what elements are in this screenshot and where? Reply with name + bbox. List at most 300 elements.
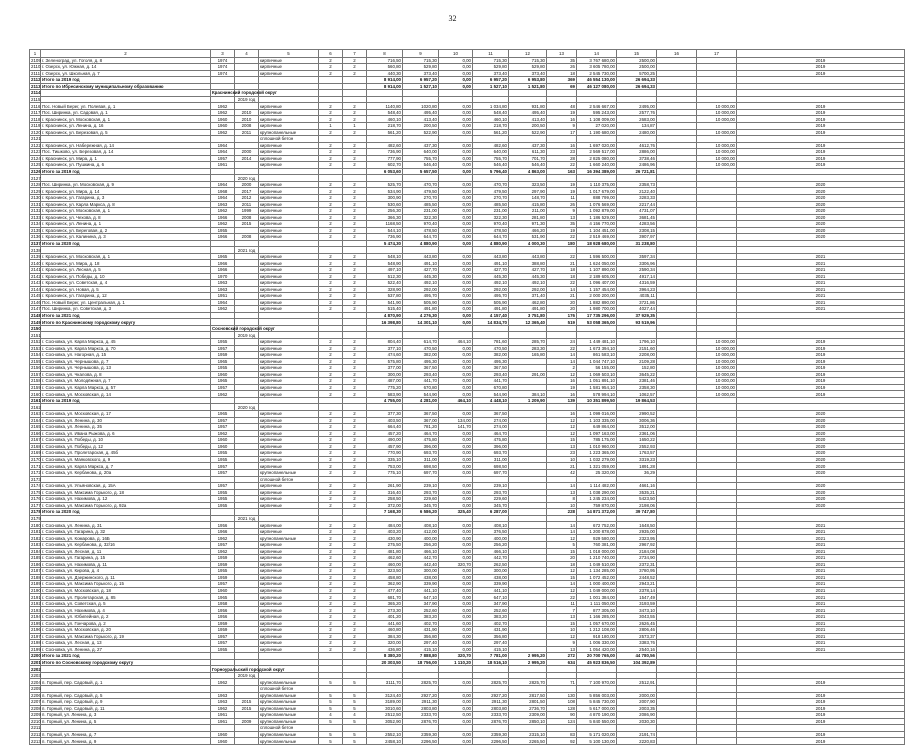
table-cell: 35 (547, 221, 577, 228)
table-cell: 6 586,20 (403, 509, 439, 516)
table-cell: кирпичные (259, 522, 319, 529)
table-cell: кирпичные (259, 162, 319, 169)
table-cell: г. Сосновка, ул. Карла Маркса, д. 57 (41, 384, 211, 391)
table-cell: г. Сосновка, ул. Кербанова, д. 32/16 (41, 541, 211, 548)
table-cell: 0,00 (439, 319, 473, 326)
table-cell: 2206 (31, 692, 41, 698)
table-cell: 14 (547, 483, 577, 490)
table-cell: 2 (343, 194, 367, 201)
table-cell: 5 (343, 705, 367, 712)
table-cell: 1957 (211, 640, 235, 647)
table-cell: 0,00 (439, 574, 473, 581)
table-cell: 0,00 (439, 371, 473, 378)
table-cell: 22 (547, 234, 577, 241)
table-cell: 1962 (211, 391, 235, 398)
table-cell: 2143 (31, 280, 41, 286)
table-cell: 2138 (31, 247, 41, 253)
table-cell: 2 (319, 633, 343, 640)
table-cell: 292,00 (509, 286, 547, 293)
table-cell: 322,30 (403, 214, 439, 221)
table-cell: 2 (319, 496, 343, 503)
table-cell: 2448,52 (617, 574, 657, 581)
table-cell: 2021 (737, 522, 905, 529)
table-cell: 2205 (31, 686, 41, 692)
table-cell: 1 034,80 (473, 103, 509, 110)
table-cell: 770,90 (367, 450, 403, 457)
table-cell: 2133 (31, 214, 41, 220)
table-cell: 83 (547, 731, 577, 738)
table-cell: 437,30 (403, 142, 439, 149)
table-cell: 2265,50 (509, 738, 547, 745)
table-cell: 12 (547, 424, 577, 431)
table-cell: 262,50 (473, 561, 509, 568)
table-cell: 10 (547, 456, 577, 463)
table-cell: 323,50 (509, 181, 547, 188)
table-cell: кирпичные (259, 456, 319, 463)
table-cell: 1 044 747,10 (577, 358, 617, 365)
table-cell: 2 (343, 293, 367, 300)
table-cell: кирпичные (259, 555, 319, 562)
table-cell: крупнопанельные (259, 679, 319, 686)
table-cell: г. Сосновка, ул. Гончарова, д. 2 (41, 620, 211, 627)
table-cell: 8 380,20 (367, 653, 403, 660)
table-cell: 0,00 (439, 450, 473, 457)
table-cell: 544,90 (403, 391, 439, 398)
table-cell: 2 (343, 64, 367, 71)
table-cell: 300,90 (367, 194, 403, 201)
table-cell: 1 049 510,00 (577, 561, 617, 568)
table-cell: 759 870,00 (577, 502, 617, 509)
table-cell: г. Сосновка, ул. Ленина, д. 31 (41, 522, 211, 529)
table-cell: 14 (547, 528, 577, 535)
table-cell: 2 (343, 365, 367, 372)
table-cell: 261,90 (367, 483, 403, 490)
table-cell: 1 596 500,00 (577, 253, 617, 260)
table-cell: 2020 (737, 201, 905, 208)
table-cell: 2 (343, 234, 367, 241)
table-cell: 2195 (31, 620, 41, 626)
table-cell: 141,70 (439, 424, 473, 431)
table-cell: 2154 (31, 352, 41, 358)
table-cell: 18 (547, 267, 577, 274)
table-cell: г. Сосновка, ул. Лесная, д. 13 (41, 640, 211, 647)
table-cell: г. Сосновка, ул. Карла Маркса, д. 45 (41, 339, 211, 346)
table-cell: 37 929,35 (617, 312, 657, 319)
table-cell: кирпичные (259, 489, 319, 496)
table-cell: 1956 (211, 607, 235, 614)
table-cell: 1959 (211, 627, 235, 634)
table-cell: 1168,50 (367, 221, 403, 228)
table-cell: 128 (547, 705, 577, 712)
table-cell: 2500,00 (617, 57, 657, 64)
table-cell: 2 (343, 535, 367, 542)
table-cell: 644,70 (403, 234, 439, 241)
table-cell: г. Сосновка, ул. Московская, д. 17 (41, 411, 211, 418)
table-cell: 1963 (211, 692, 235, 699)
table-cell: 3193,59 (617, 600, 657, 607)
table-cell: 541,90 (367, 299, 403, 306)
table-cell: 931,80 (509, 103, 547, 110)
table-cell: 2162 (31, 404, 41, 410)
table-cell: 1970 (211, 273, 235, 280)
table-cell: 1957 (211, 424, 235, 431)
table-cell: кирпичные (259, 365, 319, 372)
table-cell: 5 474,30 (367, 240, 403, 247)
table-cell: 3738,46 (617, 155, 657, 162)
table-cell: 2184,08 (617, 548, 657, 555)
table-cell: 1956 (211, 522, 235, 529)
table-cell: 2175 (31, 489, 41, 495)
table-cell: 2020 (737, 194, 905, 201)
table-cell: г. Сосновка, ул. Дзержинского, д. 11 (41, 574, 211, 581)
table-cell: 10 351 899,50 (577, 397, 617, 404)
table-cell: 2 (319, 469, 343, 476)
table-cell: 21 (547, 463, 577, 470)
table-cell: 2 (319, 129, 343, 136)
table-cell: 2019 (737, 155, 905, 162)
table-cell: 13 (547, 489, 577, 496)
table-cell: кирпичные (259, 149, 319, 156)
table-cell: 2019 (737, 70, 905, 77)
table-cell: 2015 (235, 699, 259, 706)
table-cell: 479,50 (473, 188, 509, 195)
table-cell: 19 (547, 188, 577, 195)
table-cell: 1 200 878,00 (577, 528, 617, 535)
table-cell: г. Сосновка, ул. Гагарина, д. 32 (41, 528, 211, 535)
table-cell: 515,40 (367, 306, 403, 313)
table-cell: 7 781,00 (473, 653, 509, 660)
table-cell: 2 (319, 417, 343, 424)
table-cell: г. Краснинск, ул. Мира, д. 1 (41, 155, 211, 162)
table-cell: 716,50 (367, 57, 403, 64)
table-cell: 377,30 (367, 411, 403, 418)
table-cell: 2 (319, 234, 343, 241)
column-number-cell: 10 (439, 50, 473, 58)
table-cell: Пос. Ширинка, ул. Московская, д. 9 (41, 181, 211, 188)
table-cell: кирпичные (259, 600, 319, 607)
table-cell: 2 (319, 214, 343, 221)
table-cell: 478,50 (403, 227, 439, 234)
table-cell: 491,80 (403, 306, 439, 313)
table-cell: 2734,90 (617, 555, 657, 562)
table-cell: 2 (319, 463, 343, 470)
table-cell: 2125 (31, 162, 41, 168)
table-cell: 2021 (737, 561, 905, 568)
table-cell: 482,60 (473, 142, 509, 149)
table-cell: 2 (343, 109, 367, 116)
table-cell: 69 (547, 83, 577, 90)
table-cell: 273,30 (367, 607, 403, 614)
table-cell: 1961 (211, 718, 235, 725)
table-cell: 2153 (31, 345, 41, 351)
table-cell: 5 (343, 731, 367, 738)
table-cell: 20 700 765,00 (577, 653, 617, 660)
table-cell: 2207 (31, 699, 41, 705)
table-cell: 1965 (211, 411, 235, 418)
table-cell: 369 (547, 77, 577, 84)
table-cell: 3 605 780,00 (577, 64, 617, 71)
table-cell: 548,40 (473, 109, 509, 116)
table-cell: 0,00 (439, 613, 473, 620)
table-cell: 2308,15 (617, 227, 657, 234)
table-cell: 2358,73 (617, 181, 657, 188)
table-cell: 2217,44 (617, 201, 657, 208)
table-cell: 474,60 (367, 352, 403, 359)
table-cell: 440,30 (367, 70, 403, 77)
table-cell: 1962 (211, 679, 235, 686)
table-cell: 10 000,00 (697, 149, 737, 156)
table-cell: 1961 (211, 712, 235, 719)
table-cell: 2010 (235, 109, 259, 116)
table-cell: 0,00 (439, 528, 473, 535)
table-cell: 2 (319, 384, 343, 391)
table-cell: 2021 (737, 574, 905, 581)
table-cell: 0,00 (439, 57, 473, 64)
table-cell: 2 569 517,00 (577, 149, 617, 156)
table-cell: 2021 (737, 600, 905, 607)
table-cell: 2 (547, 365, 577, 372)
table-cell: 14 (547, 286, 577, 293)
table-cell: 2296,50 (473, 738, 509, 745)
table-cell: кирпичные (259, 339, 319, 346)
table-cell: г. Сосновка, ул. Карла Маркса, д. 7 (41, 463, 211, 470)
table-cell: 1955 (211, 496, 235, 503)
table-cell: 0,00 (439, 627, 473, 634)
table-cell: кирпичные (259, 384, 319, 391)
table-cell: 2129 (31, 188, 41, 194)
table-cell: 561,20 (367, 129, 403, 136)
table-cell (697, 738, 737, 745)
table-cell: 2 (343, 345, 367, 352)
table-cell: 2 (343, 483, 367, 490)
table-cell: 16 (547, 142, 577, 149)
table-cell: 5 617 000,00 (577, 705, 617, 712)
table-cell: 2 (343, 162, 367, 169)
table-cell: 2943,21 (617, 581, 657, 588)
table-cell: 2803,80 (403, 705, 439, 712)
table-cell: 3597,34 (617, 253, 657, 260)
table-cell: 525,70 (367, 181, 403, 188)
table-cell: 2019 (737, 391, 905, 398)
table-cell: 2156 (31, 365, 41, 371)
column-number-cell: 8 (367, 50, 403, 58)
table-cell: 0,00 (439, 293, 473, 300)
table-cell: 2019 (737, 116, 905, 123)
table-cell: 292,00 (403, 286, 439, 293)
table-cell: 2017 (235, 188, 259, 195)
table-cell: 1 624 050,00 (577, 260, 617, 267)
table-cell: 26 721,81 (617, 168, 657, 175)
table-cell: 485,50 (473, 201, 509, 208)
table-cell: 1974 (211, 64, 235, 71)
table-cell: 16 398,80 (367, 319, 403, 326)
table-cell: 26 694,33 (617, 83, 657, 90)
table-cell: 1957 (211, 384, 235, 391)
table-cell: 36,29 (617, 469, 657, 476)
table-cell: 13 (547, 613, 577, 620)
column-number-cell: 12 (509, 50, 547, 58)
table-cell: г. Сосновка, ул. Максима Горького, д. 92а (41, 502, 211, 509)
table-cell: 1650,22 (617, 437, 657, 444)
table-cell: 2309,00 (509, 712, 547, 719)
table-cell: 2 (343, 352, 367, 359)
table-cell: кирпичные (259, 109, 319, 116)
table-cell: Итого за 2020 год (41, 509, 211, 516)
table-cell: 2021 (737, 587, 905, 594)
table-cell: 5 (319, 731, 343, 738)
table-cell: 14 301,10 (403, 319, 439, 326)
table-cell: 438,00 (403, 574, 439, 581)
table-cell: 2021 (737, 640, 905, 647)
table-cell: п. Горный, ул. Ленина, д. 7 (41, 731, 211, 738)
table-cell: Горноуральский городской округ (212, 666, 285, 672)
table-cell: 256,20 (473, 541, 509, 548)
table-cell: кирпичные (259, 627, 319, 634)
table-cell: 647,10 (473, 594, 509, 601)
table-cell: 2020 (737, 234, 905, 241)
table-cell: 1966 (211, 528, 235, 535)
table-cell: 2 (343, 103, 367, 110)
table-cell: 2120 (31, 129, 41, 135)
table-cell: 1962 (211, 705, 235, 712)
table-cell: 2008 (235, 234, 259, 241)
table-cell: 345,70 (403, 502, 439, 509)
table-cell: г. Краснинск, ул. Карла Маркса, д. 8 (41, 201, 211, 208)
table-cell: 412,00 (403, 528, 439, 535)
table-cell: 56 155,00 (577, 365, 617, 372)
table-cell: 497,10 (367, 267, 403, 274)
table-cell: Пос. Тишково, ул. Березовая, д. 14 (41, 149, 211, 156)
table-cell: 0,00 (439, 188, 473, 195)
table-cell: 1 114 482,00 (577, 483, 617, 490)
table-cell: 252,60 (403, 607, 439, 614)
table-cell: Итого за 2021 год (41, 653, 211, 660)
table-cell: 0,00 (439, 587, 473, 594)
table-cell: 4661,16 (617, 483, 657, 490)
table-cell: 21 (547, 260, 577, 267)
table-cell: 544,10 (367, 227, 403, 234)
table-cell: 10 000,00 (697, 142, 737, 149)
table-cell: 0,00 (439, 214, 473, 221)
table-cell: 2 (319, 646, 343, 653)
table-cell: 437,30 (509, 142, 547, 149)
table-cell: г. Озерск, ул. Южная, д. 14 (41, 64, 211, 71)
table-cell: 1 017 679,00 (577, 188, 617, 195)
table-cell: 0,00 (439, 581, 473, 588)
table-cell: 2 (343, 555, 367, 562)
table-cell: 12 (547, 535, 577, 542)
table-cell: 2122,40 (617, 188, 657, 195)
table-cell: 484,00 (367, 522, 403, 529)
table-cell: 1 697 020,00 (577, 142, 617, 149)
table-cell: 697,70 (403, 469, 439, 476)
table-cell: 1965 (211, 253, 235, 260)
table-cell: 670,80 (403, 384, 439, 391)
table-cell: 0,00 (439, 103, 473, 110)
table-cell: 442,40 (403, 561, 439, 568)
table-cell: Пос. Ширинка, ул. Советская, д. 3 (41, 306, 211, 313)
table-cell: 3907,97 (617, 234, 657, 241)
table-cell: 5 (343, 679, 367, 686)
table-cell: 1 186 529,00 (577, 214, 617, 221)
table-cell: 475,80 (473, 437, 509, 444)
table-cell: 26 (547, 201, 577, 208)
table-cell: 15 (547, 620, 577, 627)
table-cell: 239,10 (403, 483, 439, 490)
table-cell: 2021 (737, 535, 905, 542)
table-cell: 300,00 (473, 568, 509, 575)
table-cell: 3383,76 (617, 640, 657, 647)
table-cell: 44 780,56 (617, 653, 657, 660)
table-cell: крупнопанельные (259, 699, 319, 706)
table-cell: 0,00 (439, 365, 473, 372)
table-cell: 2 (343, 417, 367, 424)
table-cell: 443,80 (403, 253, 439, 260)
table-cell: 14 (547, 522, 577, 529)
table-cell: 2198,06 (617, 502, 657, 509)
table-cell: 457,20 (367, 430, 403, 437)
table-cell: 6 287,00 (473, 509, 509, 516)
table-cell: 22 (547, 162, 577, 169)
table-cell: 311,00 (473, 456, 509, 463)
table-cell: 152,80 (617, 365, 657, 372)
table-cell: 430,90 (367, 535, 403, 542)
table-cell: 90 (547, 712, 577, 719)
table-cell: 1 245 234,00 (577, 496, 617, 503)
table-cell: 1 054 420,00 (577, 646, 617, 653)
table-cell: 12 (547, 633, 577, 640)
table-cell: 2 (319, 358, 343, 365)
table-cell: 3780,95 (617, 568, 657, 575)
table-cell: 2009 (235, 718, 259, 725)
table-cell: г. Краснинск, ул. Калинина, д. 3 (41, 234, 211, 241)
table-cell: 2020 (737, 208, 905, 215)
table-cell: 275,50 (367, 541, 403, 548)
table-cell: 2003,35 (617, 705, 657, 712)
table-cell: 293,70 (473, 489, 509, 496)
table-cell: 777,90 (367, 155, 403, 162)
table-cell: 2122 (31, 142, 41, 148)
table-cell: 5 (343, 718, 367, 725)
table-cell: 7 (547, 607, 577, 614)
table-cell: кирпичные (259, 443, 319, 450)
table-cell: 21 (547, 293, 577, 300)
table-cell: 602,70 (367, 162, 403, 169)
table-cell: 470,70 (473, 181, 509, 188)
table-cell: 0,00 (439, 201, 473, 208)
table-cell: 431,90 (473, 627, 509, 634)
table-cell: 24 (547, 339, 577, 346)
table-cell: 2187 (31, 568, 41, 574)
table-cell: 1962 (211, 129, 235, 136)
table-cell: 2209 (31, 712, 41, 718)
table-cell: 200,50 (509, 122, 547, 129)
column-number-cell: 3 (211, 50, 235, 58)
table-cell: 2147 (31, 306, 41, 312)
table-cell: 2019 (737, 149, 905, 156)
table-cell: кирпичные (259, 430, 319, 437)
table-cell: 270,70 (473, 194, 509, 201)
table-cell: 383,20 (473, 613, 509, 620)
table-cell: 0,00 (439, 738, 473, 745)
table-cell: 1 527,10 (473, 83, 509, 90)
table-cell: 2 (343, 548, 367, 555)
table-cell: 2186 (31, 561, 41, 567)
table-cell: 2 (319, 181, 343, 188)
table-cell: 470,50 (473, 345, 509, 352)
table-cell: 1 107 890,00 (577, 267, 617, 274)
table-cell: 492,10 (473, 280, 509, 287)
